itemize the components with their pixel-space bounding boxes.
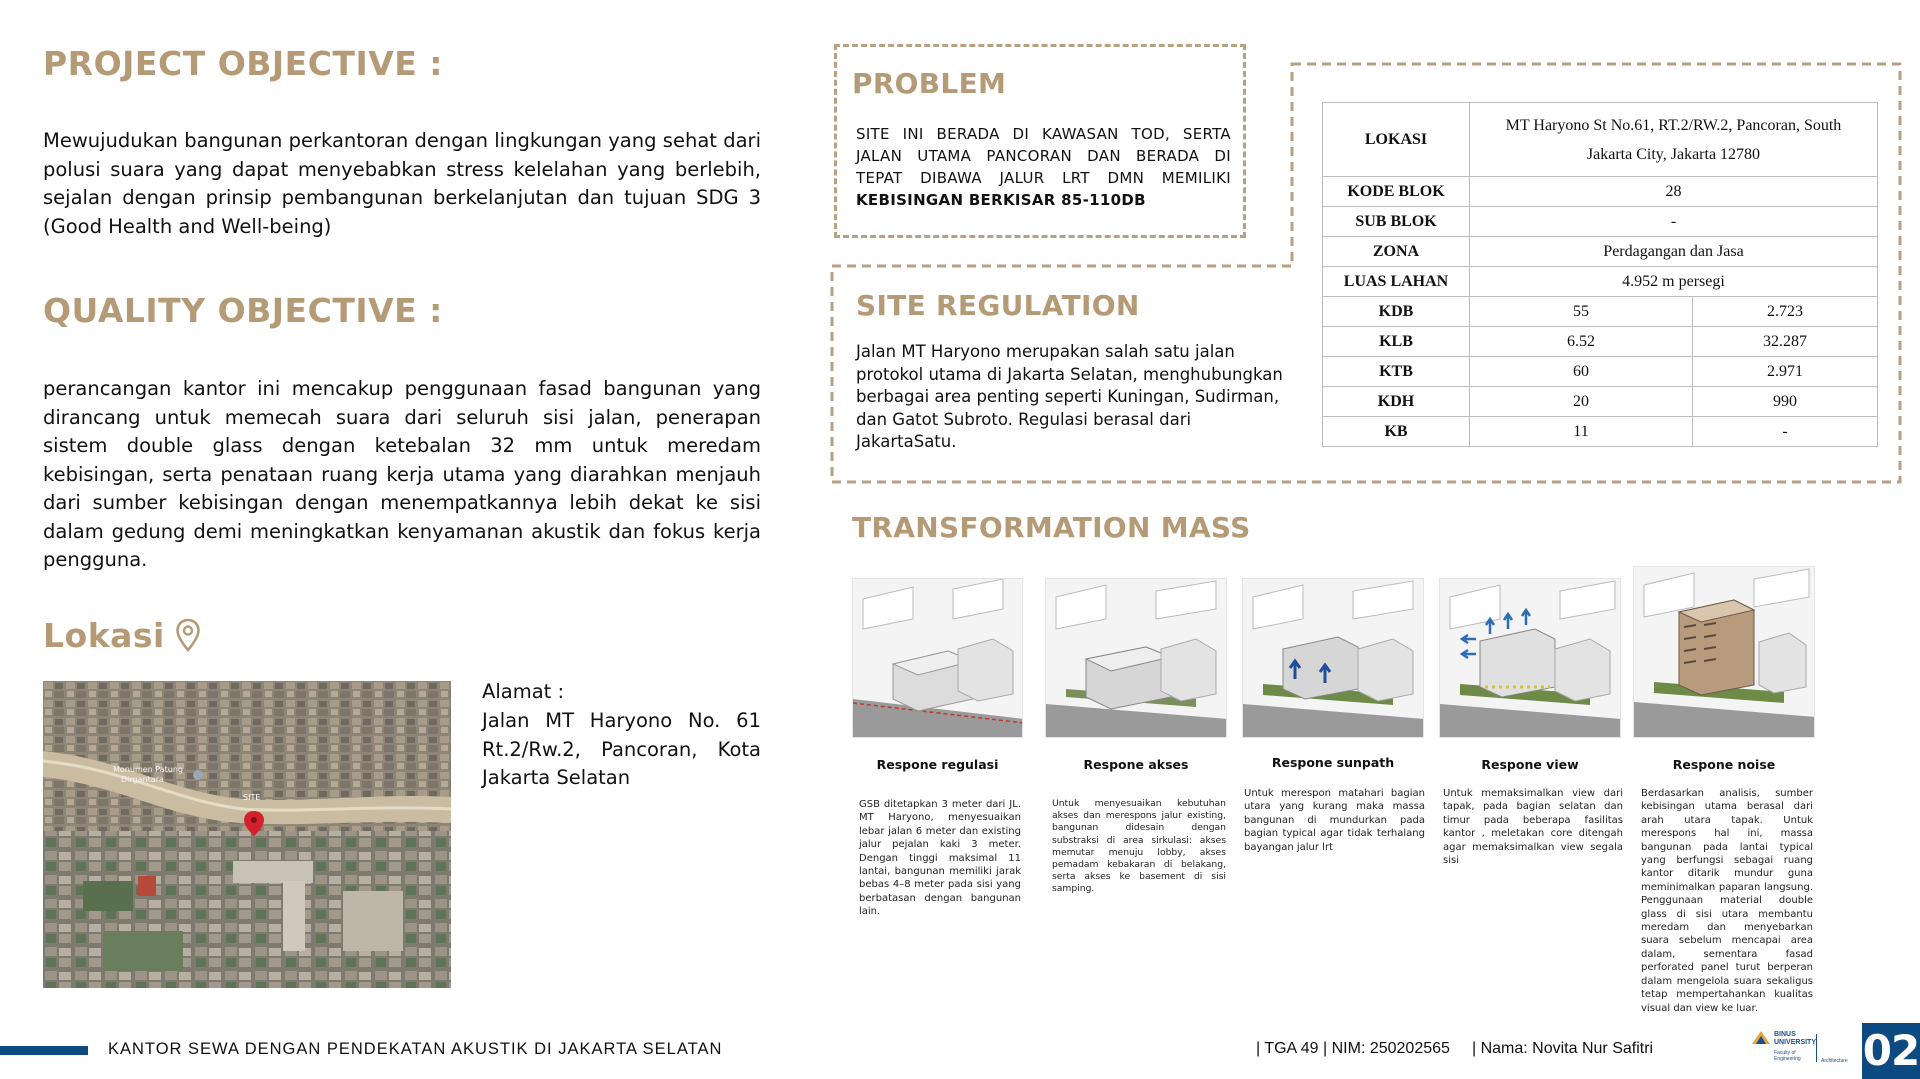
mass-title-view: Respone view	[1481, 757, 1579, 772]
footer-project-title: KANTOR SEWA DENGAN PENDEKATAN AKUSTIK DI JAKARTA SELATAN	[108, 1040, 723, 1058]
mass-image-noise	[1633, 566, 1815, 738]
lokasi-heading	[43, 616, 201, 655]
mass-image-akses	[1045, 578, 1227, 738]
mass-desc-akses: Untuk menyesuaikan kebutuhan akses dan merespons jalur existing, bangunan didesain dengan substraksi di area sirkulasi: akses memutar menuju lobby, akses pemadam kebakaran di belakang, serta akses ke basement di sisi samping.	[1052, 798, 1226, 895]
quality-objective-text: perancangan kantor ini mencakup penggunaan fasad bangunan yang dirancang untuk memecah suara dari seluruh sisi jalan, penerapan sistem double glass dengan ketebalan 32 mm untuk meredam kebisingan, serta penataan ruang kerja utama yang diarahkan menjauh dari sumber kebisingan dengan menempatkannya lebih dekat ke sisi dalam gedung demi meningkatkan kenyamanan akustik dan fokus kerja pengguna.	[43, 377, 761, 571]
map-label-monumen: Monumen Patung	[113, 765, 183, 774]
table-value: -	[1470, 207, 1878, 237]
mass-image-sunpath	[1242, 578, 1424, 738]
table-value-a: 6.52	[1470, 327, 1693, 357]
binus-logo-dept: Architecture	[1821, 1058, 1848, 1064]
problem-title: PROBLEM	[852, 67, 1007, 100]
mass-title-sunpath: Respone sunpath	[1271, 755, 1395, 770]
table-label: LUAS LAHAN	[1323, 267, 1470, 297]
binus-emblem-icon	[1750, 1028, 1772, 1050]
table-label: KB	[1323, 417, 1470, 447]
quality-objective-title: QUALITY OBJECTIVE :	[43, 291, 443, 330]
footer-tga-nim: | TGA 49 | NIM: 250202565	[1256, 1040, 1450, 1057]
mass-title-noise: Respone noise	[1672, 757, 1776, 772]
mass-image-view	[1439, 578, 1621, 738]
transformation-title: TRANSFORMATION MASS	[852, 511, 1251, 544]
table-value-lokasi: MT Haryono St No.61, RT.2/RW.2, Pancoran, South Jakarta City, Jakarta 12780	[1470, 103, 1878, 177]
footer-nama: | Nama: Novita Nur Safitri	[1472, 1040, 1654, 1057]
table-value-a: 11	[1470, 417, 1693, 447]
mass-title-regulasi: Respone regulasi	[876, 757, 999, 772]
binus-logo-sub: Faculty of Engineering	[1774, 1050, 1801, 1062]
table-row	[1323, 103, 1878, 177]
mass-desc-view: Untuk memaksimalkan view dari tapak, pada bagian selatan dan timur pada beberapa fasilitas kantor , meletakan core ditengah agar memaksimalkan view segala sisi	[1443, 788, 1623, 867]
lokasi-title: Lokasi	[43, 616, 165, 655]
table-row	[1323, 297, 1878, 327]
table-value-a: 60	[1470, 357, 1693, 387]
site-data-table-wrap	[1322, 102, 1878, 447]
map-label-site: SITE	[243, 793, 261, 802]
site-regulation-text: Jalan MT Haryono merupakan salah satu jalan protokol utama di Jakarta Selatan, menghubungkan berbagai area penting seperti Kuningan, Sudirman, dan Gatot Subroto. Regulasi berasal dari JakartaSatu.	[856, 342, 1283, 451]
location-pin-icon	[175, 618, 201, 654]
table-label: SUB BLOK	[1323, 207, 1470, 237]
table-value-b: 2.971	[1693, 357, 1878, 387]
table-value: Perdagangan dan Jasa	[1470, 237, 1878, 267]
table-label: KTB	[1323, 357, 1470, 387]
footer-accent-bar	[0, 1046, 88, 1055]
mass-desc-noise: Berdasarkan analisis, sumber kebisingan utama berasal dari arah utara tapak. Untuk merespons hal ini, massa bangunan pada lantai typical yang berfungsi sebagai ruang kantor ditarik mundur guna meminimalkan paparan langsung. Penggunaan material double glass di sisi utara membantu meredam dan menyebarkan suara sebelum mencapai area dalam, sementara fasad perforated panel turut berperan dalam mengelola suara sekaligus tetap mempertahankan kualitas visual dan view ke luar.	[1641, 788, 1813, 1014]
table-value: 4.952 m persegi	[1470, 267, 1878, 297]
logo-divider	[1816, 1034, 1817, 1062]
table-row	[1323, 387, 1878, 417]
table-label: KDH	[1323, 387, 1470, 417]
alamat-label: Alamat :	[482, 680, 565, 703]
table-value: 28	[1470, 177, 1878, 207]
satellite-map-image	[43, 681, 451, 988]
table-row	[1323, 177, 1878, 207]
table-value-a: 55	[1470, 297, 1693, 327]
table-value-a: 20	[1470, 387, 1693, 417]
mass-desc-sunpath: Untuk merespon matahari bagian utara yang kurang maka massa bangunan di mundurkan pada bagian typical agar tidak terhalang bayangan jalur lrt	[1244, 788, 1425, 853]
table-value-b: -	[1693, 417, 1878, 447]
table-label: KDB	[1323, 297, 1470, 327]
site-regulation-title: SITE REGULATION	[856, 289, 1140, 322]
location-map[interactable]	[43, 681, 451, 988]
project-objective-title: PROJECT OBJECTIVE :	[43, 44, 443, 83]
table-label-lokasi: LOKASI	[1323, 103, 1470, 177]
table-row	[1323, 357, 1878, 387]
site-data-table	[1322, 102, 1878, 447]
map-label-dirgantara: Dirgantara	[121, 775, 164, 784]
table-label: KODE BLOK	[1323, 177, 1470, 207]
project-objective-text: Mewujudukan bangunan perkantoran dengan lingkungan yang sehat dari polusi suara yang dapat menyebabkan stress kelelahan yang berlebih, sejalan dengan prinsip pembangunan berkelanjutan dan tujuan SDG 3 (Good Health and Well-being)	[43, 129, 761, 238]
binus-logo	[1748, 1024, 1856, 1070]
table-row	[1323, 327, 1878, 357]
page-number: 02	[1862, 1023, 1920, 1079]
mass-title-akses: Respone akses	[1083, 757, 1189, 772]
table-value-b: 990	[1693, 387, 1878, 417]
problem-body: SITE INI BERADA DI KAWASAN TOD, SERTA JALAN UTAMA PANCORAN DAN BERADA DI TEPAT DIBAWA JALUR LRT DMN MEMILIKI	[856, 125, 1231, 187]
table-row	[1323, 237, 1878, 267]
table-row	[1323, 267, 1878, 297]
table-label: KLB	[1323, 327, 1470, 357]
problem-highlight: KEBISINGAN BERKISAR 85-110DB	[856, 191, 1146, 209]
table-value-b: 2.723	[1693, 297, 1878, 327]
table-row	[1323, 417, 1878, 447]
alamat-text: Jalan MT Haryono No. 61 Rt.2/Rw.2, Pancoran, Kota Jakarta Selatan	[482, 709, 761, 789]
mass-desc-regulasi: GSB ditetapkan 3 meter dari JL. MT Haryono, menyesuaikan lebar jalan 6 meter dan existing jalur pejalan kaki 3 meter. Dengan tinggi maksimal 11 lantai, bangunan memiliki jarak bebas 4–8 meter pada sisi yang berbatasan dengan bangunan lain.	[859, 799, 1021, 918]
table-label: ZONA	[1323, 237, 1470, 267]
binus-logo-text: BINUS UNIVERSITY	[1774, 1031, 1817, 1046]
table-row	[1323, 207, 1878, 237]
table-value-b: 32.287	[1693, 327, 1878, 357]
mass-image-regulasi	[852, 578, 1023, 738]
